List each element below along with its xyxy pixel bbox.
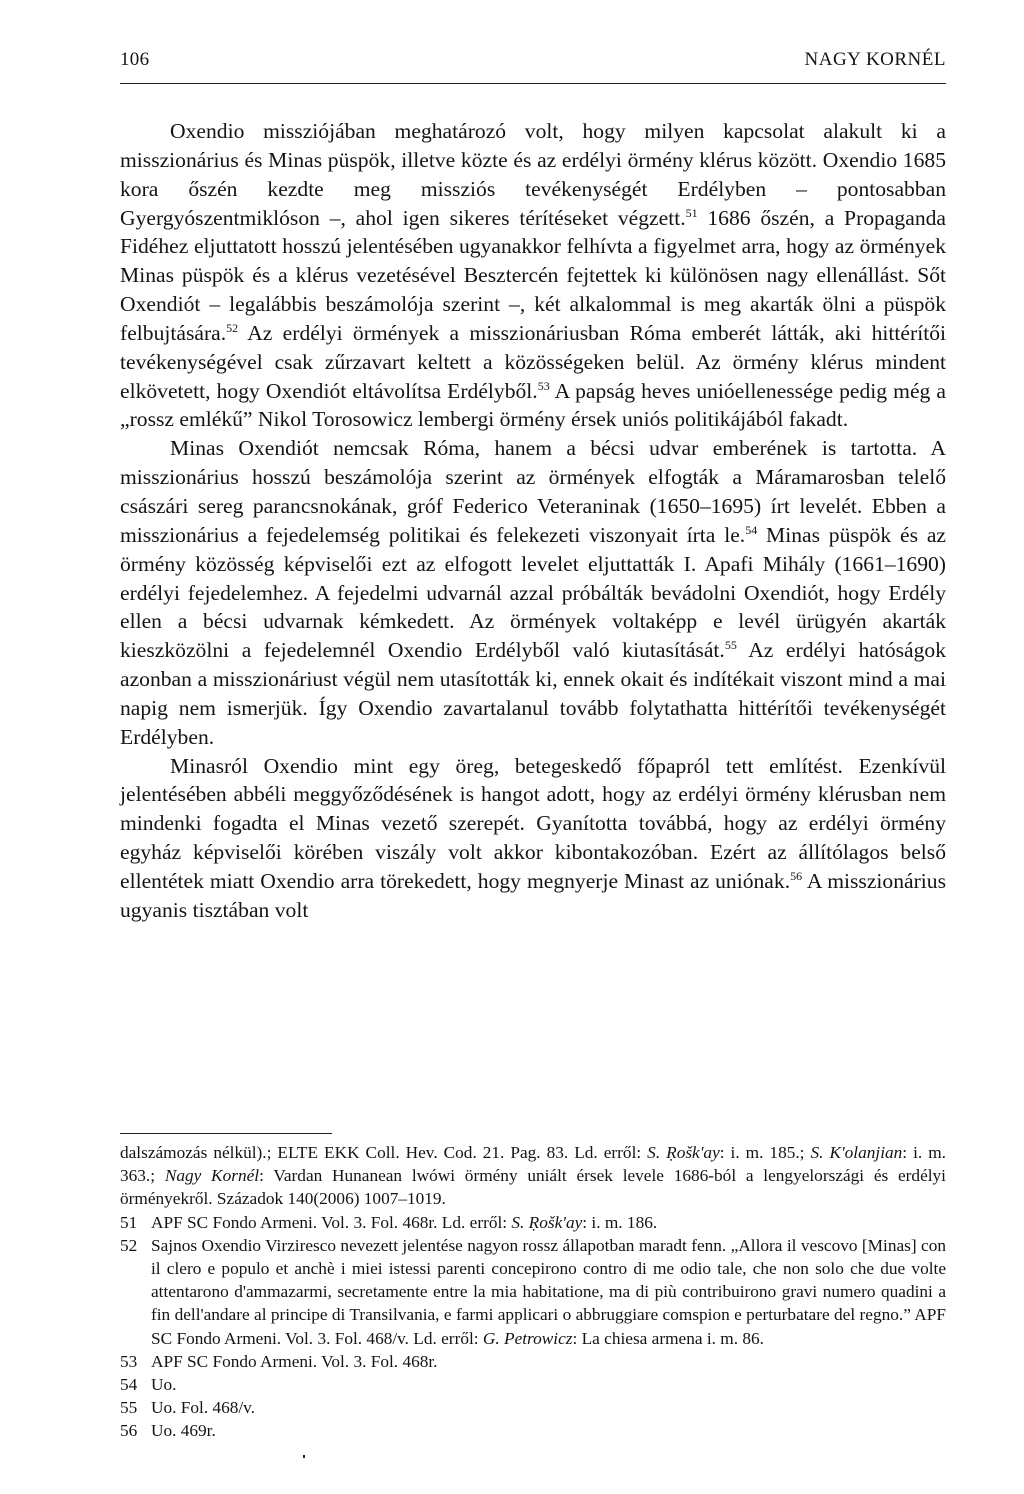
author-name: Nagy Kornél: [164, 1166, 260, 1186]
scan-speck: [303, 1455, 305, 1458]
text-run: 1686 őszén, a Propaganda Fidéhez eljuttatott hosszú jelentésében ugyanakkor felhívta a figyelmet arra, hogy az örmények Minas püspök és a klérus vezetésével Besztercén fejtettek ki különösen nagy ellenállást. Sőt Oxendiót – legalábbis beszámolója szerint –, két alkalommal is meg akarták ölni a püspök felbujtására.: [120, 205, 946, 345]
text-run: Minasról Oxendio mint egy öreg, betegeskedő főpapról tett említést. Ezenkívül jelentésében abbéli meggyőződésének is hangot adott, hogy az erdélyi örmény klérusban nem mindenki fogadta el Minas vezető szerepét. Gyanította továbbá, hogy az erdélyi örmény egyház képviselői körében viszály volt akkor kibontakozóban. Ezért az állítólagos belső ellentétek miatt Oxendio arra törekedett, hogy megnyerje Minast az uniónak.: [120, 753, 946, 893]
text-run: Az erdélyi örmények a misszionáriusban Róma emberét látták, aki hittérítői tevékenységével csak zűrzavart keltett a közösségeken belül. Az örmény klérus mindent elkövetett, hogy Oxendiót eltávolítsa Erdélyből.: [120, 320, 946, 403]
text-run: A papság heves unióellenessége pedig még a „rossz emlékű” Nikol Torosowicz lembergi örmény érsek uniós politikájából fakadt.: [120, 378, 947, 432]
author-name: G. Petrowicz: [482, 1328, 573, 1348]
page-number: 106: [120, 49, 150, 70]
footnote-ref[interactable]: 54: [745, 522, 758, 537]
footnote-text: [151, 1234, 946, 1350]
footnote-ref[interactable]: 55: [724, 638, 737, 653]
footnote-text: Uo.: [151, 1375, 177, 1395]
text-run: Oxendio missziójában meghatározó volt, hogy milyen kapcsolat alakult ki a misszionárius és Minas püspök, illetve közte és az erdélyi örmény klérus között. Oxendio 1685 kora őszén kezdte meg missziós tevékenységét Erdélyben – pontosabban Gyergyószentmiklóson –, ahol igen sikeres térítéseket végzett.: [120, 119, 946, 230]
text-run: dalszámozás nélkül).; ELTE EKK Coll. Hev. Cod. 21. Pag. 83. Ld. erről:: [120, 1143, 648, 1162]
footnote-ref[interactable]: 53: [537, 378, 550, 393]
footnote-number: 53: [120, 1351, 138, 1371]
footnote-text: [120, 1141, 946, 1211]
text-run: A misszionárius ugyanis tisztában volt: [120, 868, 946, 922]
text-run: : i. m. 185.;: [719, 1143, 811, 1162]
footnote-text: Uo. Fol. 468/v.: [151, 1398, 256, 1418]
footnote-text: APF SC Fondo Armeni. Vol. 3. Fol. 468r.: [151, 1351, 438, 1371]
footnote-text: [151, 1211, 946, 1234]
text-run: Minas Oxendiót nemcsak Róma, hanem a bécsi udvar emberének is tartotta. A misszionárius hosszú beszámolója szerint az örmények elfogták a Máramarosban telelő császári sereg parancsnokának, gróf Federico Veteraninak (1650–1695) írt levelét. Ebben a misszionárius a fejedelemség politikai és felekezeti viszonyait írta le.: [120, 436, 946, 547]
footnote-number: 52: [120, 1235, 138, 1255]
paragraph: [120, 434, 946, 751]
text-run: Sajnos Oxendio Virziresco nevezett jelentése nagyon rossz állapotban maradt fenn. „Allora il vescovo [Minas] con il clero e populo et anchè i miei istessi parenti concepirono contro di me odio tale, che non solo che due volte attentarono d'ammazarmi, secretamente entre la mia habitatione, ma di più contribuirono gravi numero quadini a fin dell'andare al principe di Transilvania, e farmi applicari o abbruggiare comspion e perturbatare del regno.” APF SC Fondo Armeni. Vol. 3. Fol. 468/v. Ld. erről:: [151, 1235, 946, 1348]
main-text: [120, 117, 946, 925]
footnote: [120, 1350, 946, 1373]
footnote: [120, 1396, 946, 1419]
text-run: APF SC Fondo Armeni. Vol. 3. Fol. 468r. Ld. erről:: [151, 1212, 512, 1232]
text-run: Minas püspök és az örmény közösség képviselői ezt az elfogott levelet eljuttatták I. Apafi Mihály (1661–1690) erdélyi fejedelemhez. A fejedelmi udvarnál azzal próbálták bevádolni Oxendiót, hogy Erdély ellen a bécsi udvarnak kémkedett. Az örmények voltaképp e levél ürügyén akarták kieszközölni a fejedelemnél Oxendio Erdélyből való kiutasítását.: [120, 522, 946, 663]
footnote: [120, 1419, 946, 1442]
paragraph: [120, 117, 946, 434]
footnote-number: 55: [120, 1398, 138, 1418]
footnotes: [120, 1141, 946, 1443]
footnote-ref[interactable]: 56: [790, 868, 803, 883]
footnote-number: 51: [120, 1212, 138, 1232]
footnote-number: 56: [120, 1421, 138, 1441]
text-run: : Vardan Hunanean lwówi örmény uniált érsek levele 1686-ból a lengyelországi és erdélyi örményekről. Századok 140(2006) 1007–1019.: [120, 1166, 946, 1209]
paragraph: [120, 752, 946, 925]
author-name: S. K'olanjian: [810, 1143, 903, 1162]
footnote: [120, 1211, 946, 1234]
running-header: [120, 47, 946, 84]
footnote: [120, 1373, 946, 1396]
footnote-continuation: [120, 1141, 946, 1211]
footnote: [120, 1234, 946, 1350]
running-title: NAGY KORNÉL: [804, 49, 946, 70]
text-run: : i. m. 186.: [582, 1212, 658, 1232]
footnote-divider: [120, 1133, 332, 1134]
footnote-ref[interactable]: 52: [226, 320, 239, 335]
text-run: : La chiesa armena i. m. 86.: [572, 1328, 764, 1348]
author-name: S. Ṛošk'ay: [647, 1143, 720, 1162]
footnote-number: 54: [120, 1375, 138, 1395]
text-run: : i. m. 363.;: [120, 1143, 946, 1186]
text-run: Az erdélyi hatóságok azonban a misszionáriust végül nem utasították ki, ennek okait és indítékait viszont mind a mai napig nem ismerjük. Így Oxendio zavartalanul tovább folytathatta hittérítői tevékenységét Erdélyben.: [120, 638, 946, 749]
footnote-ref[interactable]: 51: [685, 205, 698, 220]
footnote-text: Uo. 469r.: [151, 1421, 216, 1441]
author-name: S. Ṛošk'ay: [511, 1212, 583, 1232]
